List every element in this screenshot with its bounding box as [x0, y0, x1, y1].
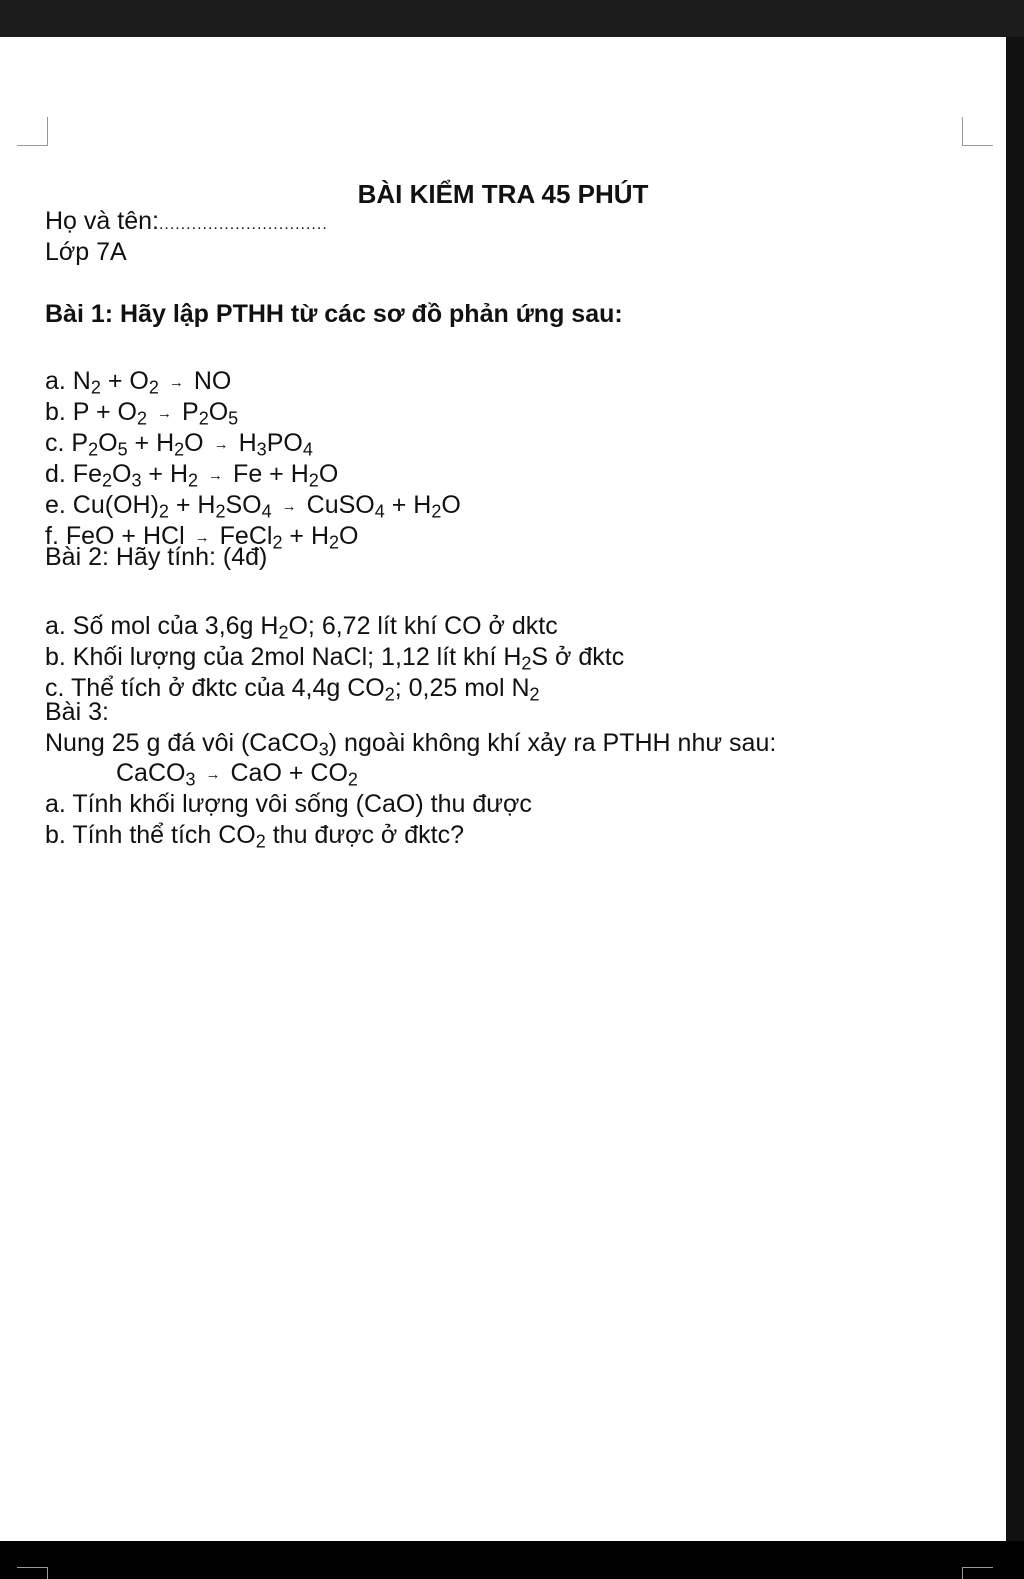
item-label: e.	[45, 491, 73, 519]
equation-item	[45, 428, 313, 460]
class-label: Lớp 7A	[45, 238, 127, 266]
formula-text: H	[413, 491, 432, 519]
question-text: S ở đktc	[531, 643, 625, 671]
formula-text: FeCl	[219, 522, 273, 550]
arrow-icon: →	[168, 374, 184, 391]
operator: +	[281, 759, 311, 787]
formula-text: CuSO	[306, 491, 375, 519]
formula-text: O	[98, 429, 118, 457]
formula-text: H	[156, 429, 175, 457]
subscript: 2	[215, 501, 226, 522]
subscript: 2	[308, 470, 319, 491]
intro-text: Nung 25 g đá vôi (CaCO	[45, 729, 319, 757]
formula-text: O	[208, 398, 229, 426]
formula-text: H	[169, 460, 189, 488]
formula-text: H	[310, 522, 330, 550]
question-text: c. Thể tích ở đktc của 4,4g CO	[45, 674, 385, 702]
arrow-icon: →	[205, 766, 221, 783]
bai1-heading: Bài 1: Hãy lập PTHH từ các sơ đồ phản ứng sau:	[45, 300, 623, 328]
operator: +	[127, 429, 157, 457]
arrow-icon: →	[213, 436, 229, 453]
question-line	[45, 673, 540, 703]
item-label: f.	[45, 522, 66, 550]
formula-text: P	[71, 429, 89, 457]
subscript: 2	[347, 769, 358, 790]
equation-item	[45, 366, 231, 398]
question-line	[45, 642, 624, 672]
formula-text: Fe	[233, 460, 263, 488]
margin-corner-mark	[962, 1567, 993, 1579]
bai3-question-b	[45, 820, 464, 850]
bai3-heading: Bài 3:	[45, 698, 109, 726]
formula-text: CO	[310, 759, 348, 787]
subscript: 3	[185, 769, 196, 790]
question-text: b. Tính thể tích CO	[45, 821, 256, 849]
subscript: 3	[256, 439, 267, 460]
subscript: 2	[431, 501, 442, 522]
arrow-icon: →	[157, 405, 172, 422]
arrow-icon: →	[281, 498, 297, 515]
question-line	[45, 611, 558, 641]
page-title: BÀI KIỂM TRA 45 PHÚT	[357, 179, 649, 209]
operator: +	[384, 491, 414, 519]
formula-text: O	[318, 460, 339, 488]
subscript: 4	[261, 501, 272, 522]
formula-text: Cu(OH)	[72, 491, 159, 519]
document-page	[0, 37, 1006, 1541]
formula-text: NO	[193, 367, 232, 395]
subscript: 2	[278, 622, 289, 643]
formula-text: O	[117, 398, 137, 426]
formula-text: O	[129, 367, 149, 395]
equation-item	[45, 459, 338, 491]
formula-text: N	[72, 367, 91, 395]
formula-text: HCl	[142, 522, 185, 550]
margin-corner-mark	[17, 1567, 48, 1579]
name-blank: ...............................	[158, 216, 328, 233]
bai3-equation	[116, 758, 358, 790]
subscript: 2	[158, 501, 169, 522]
margin-corner-mark	[17, 117, 48, 146]
formula-text: O	[112, 460, 132, 488]
operator: +	[282, 522, 311, 550]
bai3-intro	[45, 728, 776, 758]
subscript: 5	[228, 408, 239, 429]
arrow-icon: →	[194, 529, 210, 546]
formula-text: P	[72, 398, 90, 426]
operator: +	[100, 367, 130, 395]
subscript: 2	[384, 684, 395, 705]
subscript: 2	[272, 532, 283, 553]
arrow-icon: →	[208, 467, 224, 484]
subscript: 2	[521, 653, 532, 674]
bai3-question-a: a. Tính khối lượng vôi sống (CaO) thu được	[45, 790, 532, 818]
formula-text: SO	[225, 491, 262, 519]
item-label: b.	[45, 398, 73, 426]
subscript: 2	[529, 684, 540, 705]
subscript: 2	[329, 532, 340, 553]
right-edge	[1006, 37, 1024, 1541]
name-label: Họ và tên:	[45, 207, 159, 235]
subscript: 4	[302, 439, 313, 460]
operator: +	[262, 460, 291, 488]
subscript: 2	[90, 377, 101, 398]
question-text: a. Số mol của 3,6g H	[45, 612, 279, 640]
subscript: 2	[188, 470, 199, 491]
operator: +	[141, 460, 170, 488]
item-label: c.	[45, 429, 72, 457]
subscript: 2	[255, 831, 266, 852]
operator: +	[89, 398, 118, 426]
subscript: 3	[131, 470, 142, 491]
subscript: 2	[88, 439, 99, 460]
formula-text: H	[197, 491, 216, 519]
subscript: 4	[374, 501, 385, 522]
formula-text: O	[339, 522, 359, 550]
formula-text: PO	[266, 429, 303, 457]
name-line	[45, 206, 328, 240]
equation-item	[45, 490, 461, 522]
formula-text: H	[238, 429, 257, 457]
item-label: a.	[45, 367, 73, 395]
question-text: b. Khối lượng của 2mol NaCl; 1,12 lít khí H	[45, 643, 522, 671]
subscript: 2	[148, 377, 159, 398]
subscript: 3	[318, 739, 329, 760]
margin-corner-mark	[962, 117, 993, 146]
subscript: 2	[174, 439, 185, 460]
question-text: thu được ở đktc?	[265, 821, 464, 849]
formula-text: O	[184, 429, 204, 457]
subscript: 5	[117, 439, 128, 460]
subscript: 2	[101, 470, 112, 491]
operator: +	[114, 522, 143, 550]
formula-text: O	[441, 491, 461, 519]
formula-text: FeO	[65, 522, 115, 550]
formula-text: CaCO	[116, 759, 186, 787]
top-bar	[0, 0, 1024, 37]
question-text: ; 0,25 mol N	[394, 674, 530, 702]
subscript: 2	[198, 408, 209, 429]
question-text: O; 6,72 lít khí CO ở dktc	[288, 612, 558, 640]
item-label: d.	[45, 460, 73, 488]
operator: +	[168, 491, 198, 519]
bai2-heading: Bài 2: Hãy tính: (4đ)	[45, 543, 268, 571]
formula-text: H	[290, 460, 309, 488]
formula-text: CaO	[230, 759, 282, 787]
formula-text: Fe	[72, 460, 102, 488]
subscript: 2	[136, 408, 147, 429]
equation-item	[45, 397, 238, 429]
intro-text: ) ngoài không khí xảy ra PTHH như sau:	[328, 729, 777, 757]
formula-text: P	[182, 398, 199, 426]
